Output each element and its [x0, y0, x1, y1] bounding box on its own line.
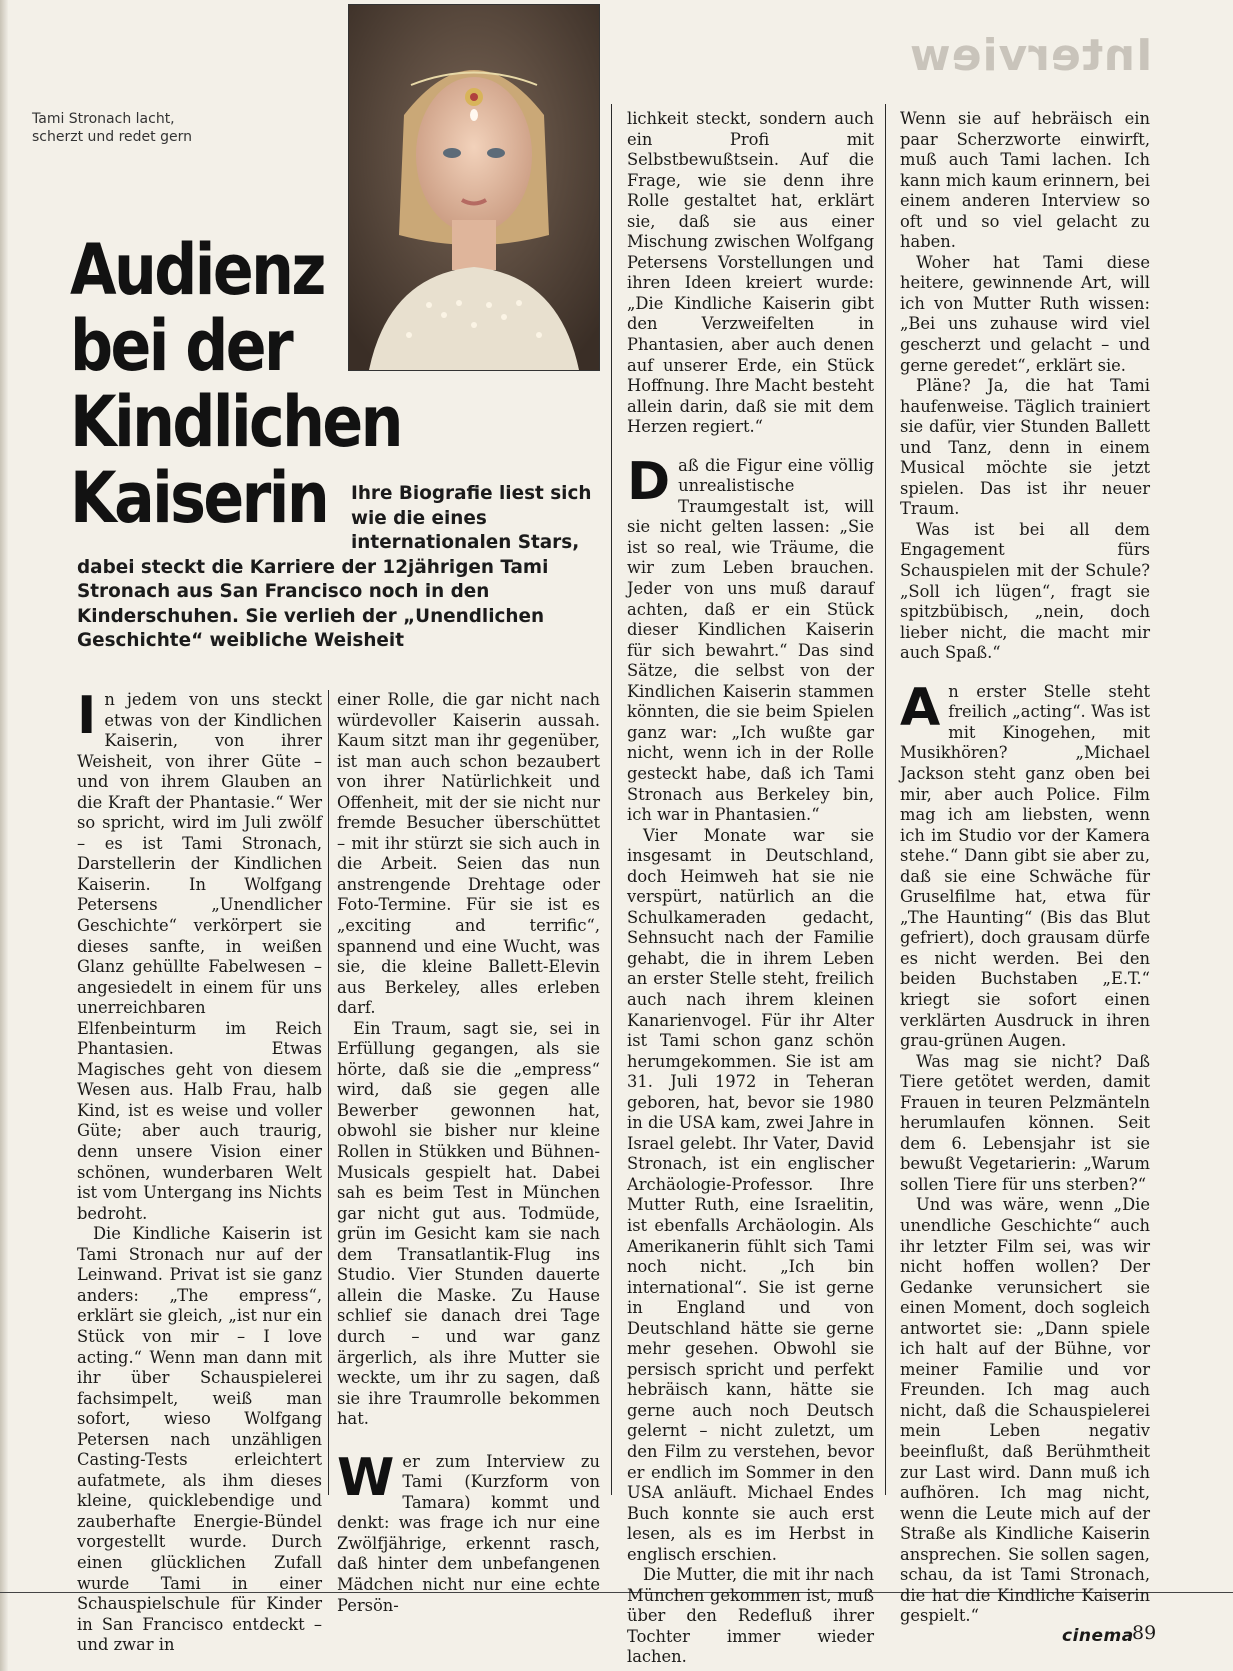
drop-cap: A	[900, 677, 941, 738]
column-divider-1	[328, 690, 329, 1495]
lead-text: Ihre Biografie liest sich wie die eines internationalen Stars, dabei steckt die Karriere der 12jährigen Tami Stronach aus San Francisco noch in den Kinderschuhen. Sie verlieh der „Unendlichen Geschichte“ weibliche Weisheit	[77, 483, 592, 651]
page-binding-shadow	[0, 0, 8, 1671]
paragraph: Pläne? Ja, die hat Tami haufenweise. Täglich trainiert sie dafür, vier Stunden Ballett und Tanz, denn in einem Musical möchte sie jetzt spielen. Das ist ihr neuer Traum.	[900, 376, 1150, 519]
magazine-logo: cinema	[1062, 1626, 1134, 1646]
headline-line-2: bei der	[70, 305, 292, 387]
paragraph: Ein Traum, sagt sie, sei in Erfüllung gegangen, als sie hörte, daß sie die „empress“ wird, daß sie gegen alle Bewerber gewonnen hat, obwohl sie bisher nur kleine Rollen in Stükken und Bühnen-Musicals gespielt hat. Dabei sah es beim Test in München gar nicht gut aus. Todmüde, grün im Gesicht kam sie nach dem Transatlantik-Flug ins Studio. Vier Stunden dauerte allein die Maske. Zu Hause schlief sie danach drei Tage durch – und war ganz ärgerlich, als ihre Mutter sie weckte, um ihr zu sagen, daß sie ihre Traumrolle bekommen hat.	[337, 1018, 600, 1429]
page-number: 89	[1132, 1622, 1157, 1644]
drop-cap: W	[337, 1447, 395, 1508]
article-column-3	[627, 109, 874, 1668]
paragraph: Woher hat Tami diese heitere, gewinnende Art, will ich von Mutter Ruth wissen: „Bei uns zuhause wird viel gescherzt und gelacht – und gerne geredet“, erklärt sie.	[900, 252, 1150, 375]
mirrored-section-label: Interview	[909, 30, 1153, 81]
paragraph: Die Mutter, die mit ihr nach München gekommen ist, muß über den Redefluß ihrer Tochter immer wieder lachen.	[627, 1565, 874, 1667]
paragraph: Was mag sie nicht? Daß Tiere getötet werden, damit Frauen in teuren Pelzmänteln herumlaufen können. Seit dem 6. Lebensjahr ist sie bewußt Vegetarierin: „Warum sollen Tiere für uns sterben?“	[900, 1051, 1150, 1194]
paragraph: Die Kindliche Kaiserin ist Tami Stronach nur auf der Leinwand. Privat ist sie ganz anders: „The empress“, erklärt sie gleich, „ist nur ein Stück von mir – I love acting.“ Wenn man dann mit ihr über Schauspielerei fachsimpelt, weiß man sofort, wieso Wolfgang Petersen nach unzähligen Casting-Tests erleichtert aufatmete, als ihm dieses kleine, quicklebendige und zauberhafte Energie-Bündel vorgestellt wurde. Durch einen glücklichen Zufall wurde Tami in einer Schauspielschule für Kinder in San Francisco entdeckt – und zwar in	[77, 1224, 322, 1655]
paragraph: einer Rolle, die gar nicht nach würdevoller Kaiserin aussah. Kaum sitzt man ihr gegenüber, ist man auch schon bezaubert von ihrer Natürlichkeit und Offenheit, mit der sie nicht nur fremde Besucher überschüttet – mit ihr stürzt sie sich auch in die Arbeit. Seien das nun anstrengende Drehtage oder Foto-Termine. Für sie ist es „exciting and terrific“, spannend und eine Wucht, was sie, die kleine Ballett-Elevin aus Berkeley, alles erleben darf.	[337, 690, 600, 1018]
photo-caption: Tami Stronach lacht, scherzt und redet gern	[32, 111, 192, 145]
paragraph-text: n jedem von uns steckt etwas von der Kindlichen Kaiserin, von ihrer Weisheit, von ihrer Güte – und von ihrem Glauben an die Kraft der Phantasie.“ Wer so spricht, wird im Juli zwölf – es ist Tami Stronach, Darstellerin der Kindlichen Kaiserin. In Wolfgang Petersens „Unendlicher Geschichte“ verkörpert sie dieses sanfte, in weißen Glanz gehüllte Fabelwesen – angesiedelt in einem für uns unerreichbaren Elfenbeinturm im Reich Phantasien. Etwas Magisches geht von diesem Wesen aus. Halb Frau, halb Kind, ist es weise und voller Güte; aber auch traurig, denn unsere Vision einer schönen, wunderbaren Welt ist vom Untergang ins Nichts bedroht.	[77, 690, 322, 1223]
lead-paragraph	[77, 482, 612, 654]
article-column-2	[337, 690, 600, 1616]
paragraph	[77, 686, 322, 1224]
column-divider-3	[885, 104, 886, 1495]
column-divider-2	[611, 104, 612, 1495]
paragraph	[627, 451, 874, 826]
headline-line-4: Kaiserin	[70, 457, 328, 539]
paragraph-text: er zum Interview zu Tami (Kurzform von Tamara) kommt und denkt: was frage ich nur eine Zwölfjährige, erkennt rasch, daß hinter dem unbefangenen Mädchen nicht nur eine echte Persön-	[337, 1451, 600, 1615]
article-column-1	[77, 686, 322, 1656]
lead-inset-space	[77, 482, 351, 554]
paragraph: Wenn sie auf hebräisch ein paar Scherzworte einwirft, muß auch Tami lachen. Ich kann mich kaum erinnern, bei einem anderen Interview so oft und so viel gelacht zu haben.	[900, 109, 1150, 252]
headline-line-1: Audienz	[70, 229, 324, 311]
paragraph	[337, 1447, 600, 1616]
article-column-4	[900, 109, 1150, 1627]
paragraph	[900, 677, 1150, 1052]
paragraph: Was ist bei all dem Engagement fürs Schauspielen mit der Schule? „Soll ich lügen“, fragt sie spitzbübisch, „nein, doch lieber nicht, die macht mir auch Spaß.“	[900, 519, 1150, 663]
paragraph: Vier Monate war sie insgesamt in Deutschland, doch Heimweh hat sie nie verspürt, natürlich an die Schulkameraden gedacht, Sehnsucht nach der Familie gehabt, die in ihrem Leben an erster Stelle steht, freilich auch nach ihrem kleinen Kanarienvogel. Für ihr Alter ist Tami schon ganz schön herumgekommen. Sie ist am 31. Juli 1972 in Teheran geboren, hat, bevor sie 1980 in die USA kam, zwei Jahre in Israel gelebt. Ihr Vater, David Stronach, ist ein englischer Archäologie-Professor. Ihre Mutter Ruth, eine Israelitin, ist ebenfalls Archäologin. Als Amerikanerin fühlt sich Tami noch nicht. „Ich bin international“. Sie ist gerne in England und von Deutschland hätte sie gerne mehr gesehen. Obwohl sie persisch spricht und perfekt hebräisch kann, hätte sie gerne auch noch Deutsch gelernt – nicht zuletzt, um den Film zu verstehen, bevor er endlich im Sommer in den USA anläuft. Michael Endes Buch konnte sie auch erst lesen, als es im Herbst in englisch erschien.	[627, 825, 874, 1564]
paragraph: Und was wäre, wenn „Die unendliche Geschichte“ auch ihr letzter Film sei, was wir nicht hoffen wollen? Der Gedanke verunsichert sie einen Moment, doch sogleich antwortet sie: „Dann spiele ich halt auf der Bühne, vor meiner Familie und vor Freunden. Ich mag auch nicht, daß die Schauspielerei mein Leben negativ beeinflußt, daß Berühmtheit zur Last wird. Dann muß ich aufhören. Ich mag nicht, wenn die Leute mich auf der Straße als Kindliche Kaiserin ansprechen. Sie sollen sagen, schau, da ist Tami Stronach, die hat die Kindliche Kaiserin gespielt.“	[900, 1195, 1150, 1626]
paragraph-text: n erster Stelle steht freilich „acting“. Was ist mit Kinogehen, mit Musikhören? „Michael Jackson steht ganz oben bei mir, aber auch Police. Film mag ich am liebsten, wenn ich im Studio vor der Kamera stehe.“ Dann gibt sie aber zu, daß sie eine Schwäche für Gruselfilme hat, etwa für „The Haunting“ (Bis das Blut gefriert), doch grausam dürfe es nicht werden. Bei den beiden Buchstaben „E.T.“ kriegt sie sofort einen verklärten Ausdruck in ihren grau-grünen Augen.	[900, 681, 1150, 1051]
paragraph-text: aß die Figur eine völlig unrealistische Traumgestalt ist, will sie nicht gelten lassen: „Sie ist so real, wie Träume, die wir zum Leben brauchen. Jeder von uns muß darauf achten, daß er ein Stück dieser Kindlichen Kaiserin für sich bewahrt.“ Das sind Sätze, die selbst von der Kindlichen Kaiserin stammen könnten, die sie beim Spielen ganz war: „Ich wußte gar nicht, wenn ich in der Rolle gesteckt habe, daß ich Tami Stronach aus Berkeley bin, ich war in Phantasien.“	[627, 455, 874, 825]
headline-line-3: Kindlichen	[70, 381, 401, 463]
drop-cap: D	[627, 451, 671, 512]
paragraph: lichkeit steckt, sondern auch ein Profi mit Selbstbewußtsein. Auf die Frage, wie sie denn ihre Rolle gestaltet hat, erklärt sie, daß sie aus einer Mischung zwischen Wolfgang Petersens Vorstellungen und ihren Ideen kreiert wurde: „Die Kindliche Kaiserin gibt den Verzweifelten in Phantasien, aber auch denen auf unserer Erde, ein Stück Hoffnung. Ihre Macht besteht allein darin, daß sie mit dem Herzen regiert.“	[627, 109, 874, 437]
drop-cap: I	[77, 686, 97, 746]
